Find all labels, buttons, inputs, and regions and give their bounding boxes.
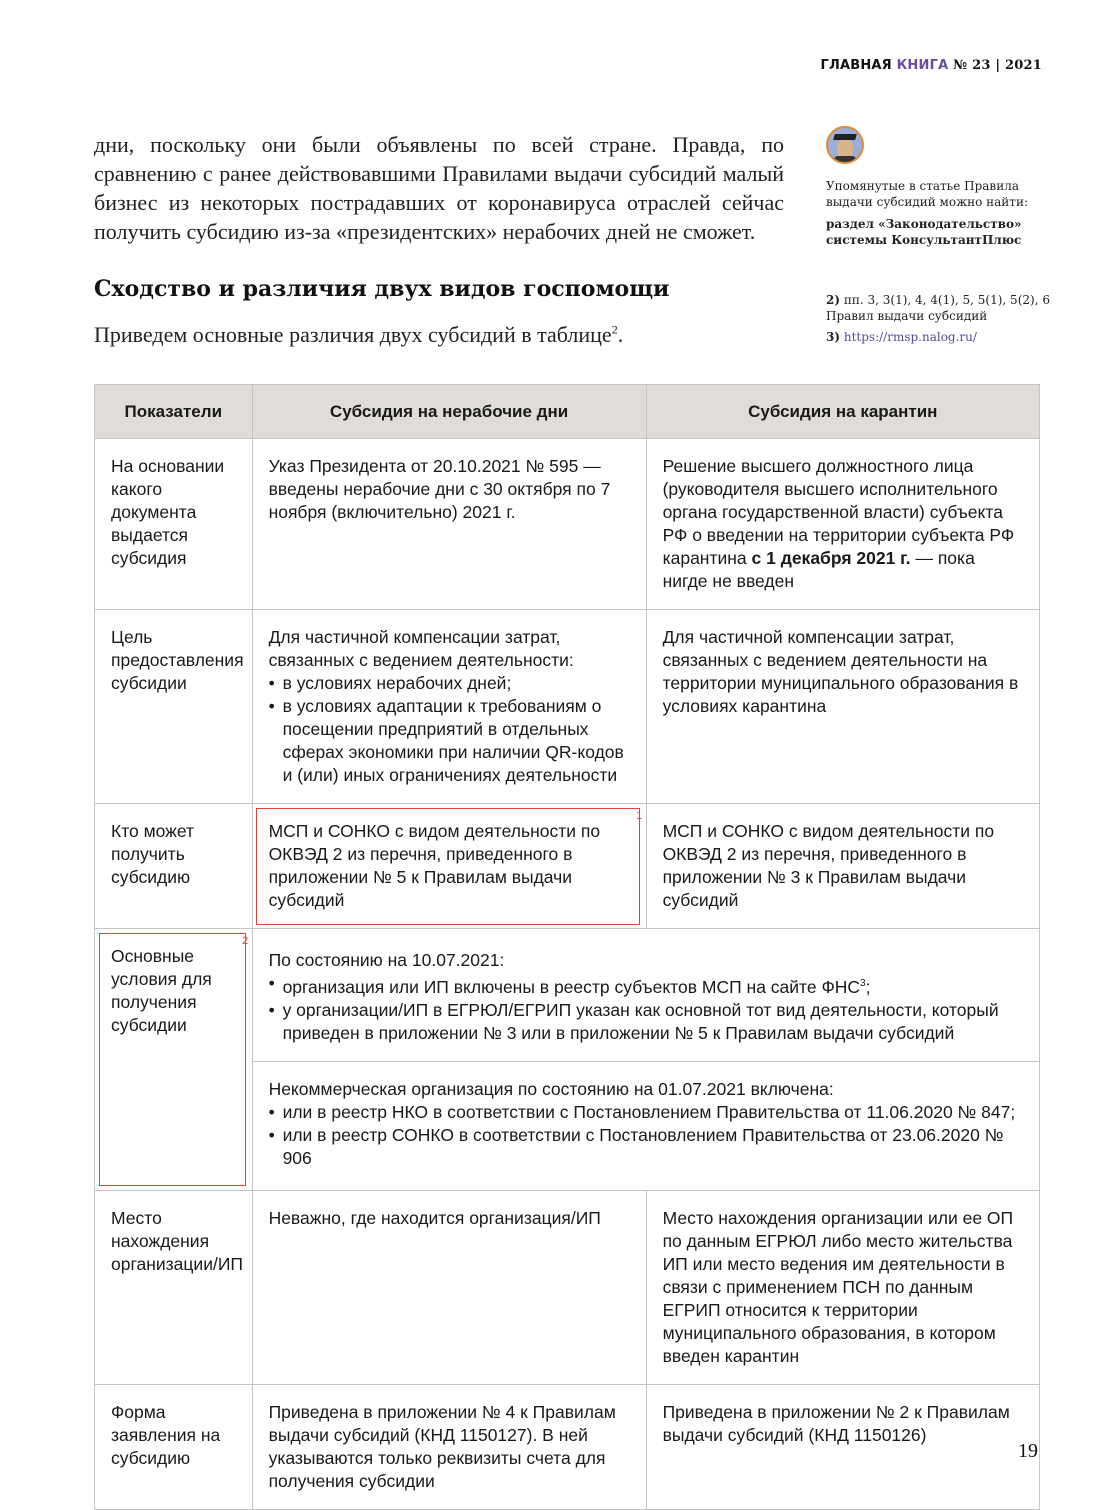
bullet-list [269, 972, 1023, 1045]
expert-avatar-icon [826, 126, 864, 164]
masthead [820, 58, 1042, 73]
sidebar-note-bold: раздел «Законодательство» системы КонсультантПлюс [826, 217, 1022, 247]
conditions-intro: По состоянию на 10.07.2021: [268, 950, 505, 970]
section-title: Сходство и различия двух видов госпомощи [94, 276, 670, 302]
brand-name-part2: КНИГА [896, 58, 949, 73]
table-header-row [95, 385, 1040, 439]
list-item: • или в реестр НКО в соответствии с Постановлением Правительства от 11.06.2020 № 847; [269, 1101, 1023, 1124]
column-header-indicators: Показатели [95, 385, 253, 439]
footnote-2 [826, 292, 1056, 324]
cell-quarantine: Приведена в приложении № 2 к Правилам выдачи субсидий (КНД 1150126) [646, 1384, 1039, 1509]
lead-paragraph-block [94, 130, 784, 246]
footnotes [826, 292, 1056, 345]
table-row [95, 439, 1040, 610]
list-item [269, 972, 1023, 999]
list-item: • в условиях адаптации к требованиям о посещении предприятий в отдельных сферах экономики при наличии QR-кодов и (или) иных ограничениях деятельности [269, 695, 630, 787]
sidebar-note: Упомянутые в статье Правила выдачи субсидий можно найти: [826, 179, 1028, 209]
cell-text: Решение высшего должностного лица (руководителя высшего исполнительного органа государственной власти) субъекта РФ о введении на территории субъекта РФ карантина [662, 456, 1015, 568]
table-row [95, 610, 1040, 804]
intro-text: Приведем основные различия двух субсидий в таблице [94, 322, 612, 347]
list-item-end: ; [865, 976, 871, 997]
highlight-label-1: 1 [636, 809, 643, 822]
cell-nonworking-days [252, 610, 646, 804]
cell-intro: Для частичной компенсации затрат, связанных с ведением деятельности: [268, 627, 574, 670]
footnote-number: 3) [826, 330, 841, 344]
table-row [95, 929, 1040, 1191]
conditions-part-2 [269, 1074, 1023, 1174]
cell-quarantine: Место нахождения организации или ее ОП по данным ЕГРЮЛ либо место жительства ИП или место ведения им деятельности в связи с применением ПСН по данным ЕГРИП относится к территории муниципального образования, в котором введен карантин [646, 1190, 1039, 1384]
bullet-list [269, 672, 630, 787]
column-header-nonworking-days: Субсидия на нерабочие дни [252, 385, 646, 439]
cell-quarantine: Для частичной компенсации затрат, связанных с ведением деятельности на территории муниципального образования в условиях карантина [646, 610, 1039, 804]
column-header-quarantine: Субсидия на карантин [646, 385, 1039, 439]
row-label: Кто может получить субсидию [95, 804, 253, 929]
highlight-label-2: 2 [242, 934, 249, 947]
row-label: На основании какого документа выдается субсидия [95, 439, 253, 610]
cell-nonworking-days-highlighted: МСП и СОНКО с видом деятельности по ОКВЭД 2 из перечня, приведенного в приложении № 5 к Правилам выдачи субсидий [252, 804, 646, 929]
page-number: 19 [1018, 1440, 1038, 1462]
section-intro [94, 322, 623, 348]
lead-paragraph: дни, поскольку они были объявлены по всей стране. Правда, по сравнению с ранее действовавшими Правилами выдачи субсидий малый бизнес из некоторых пострадавших от коронавируса отраслей сейчас получить субсидию из-за «президентских» нерабочих дней не сможет. [94, 132, 784, 244]
cell-nonworking-days: Указ Президента от 20.10.2021 № 595 — введены нерабочие дни с 30 октября по 7 ноября (включительно) 2021 г. [252, 439, 646, 610]
cell-quarantine: МСП и СОНКО с видом деятельности по ОКВЭД 2 из перечня, приведенного в приложении № 3 к Правилам выдачи субсидий [646, 804, 1039, 929]
comparison-table [94, 384, 1040, 1510]
issue-number: № 23 | 2021 [953, 58, 1042, 73]
bullet-list [269, 1101, 1023, 1170]
cell-bold-date: с 1 декабря 2021 г. [751, 548, 911, 568]
list-item: • у организации/ИП в ЕГРЮЛ/ЕГРИП указан как основной тот вид деятельности, который приведен в приложении № 3 или в приложении № 5 к Правилам выдачи субсидий [269, 999, 1023, 1045]
intro-end: . [617, 322, 624, 347]
list-item: • или в реестр СОНКО в соответствии с Постановлением Правительства от 23.06.2020 № 906 [269, 1124, 1023, 1170]
footnote-ref[interactable]: 2 [611, 322, 618, 337]
cell-text-tail: — пока нигде не введен [662, 548, 975, 591]
footnote-3 [826, 329, 1056, 345]
table-row [95, 804, 1040, 929]
footnote-link[interactable]: https://rmsp.nalog.ru/ [843, 330, 977, 344]
list-item-text: организация или ИП включены в реестр субъектов МСП на сайте ФНС [282, 976, 861, 997]
cell-common-conditions [252, 929, 1039, 1191]
row-label: Форма заявления на субсидию [95, 1384, 253, 1509]
footnote-text: пп. 3, 3(1), 4, 4(1), 5, 5(1), 5(2), 6 Правил выдачи субсидий [826, 293, 1050, 323]
cell-nonworking-days: Приведена в приложении № 4 к Правилам выдачи субсидий (КНД 1150127). В ней указываются только реквизиты счета для получения субсидии [252, 1384, 646, 1509]
cell-quarantine [646, 439, 1039, 610]
table-row [95, 1384, 1040, 1509]
divider [253, 1061, 1039, 1062]
conditions-intro: Некоммерческая организация по состоянию на 01.07.2021 включена: [268, 1078, 834, 1099]
footnote-ref[interactable]: 3 [860, 978, 866, 989]
brand-name-part1: ГЛАВНАЯ [820, 58, 892, 73]
row-label: Цель предоставления субсидии [95, 610, 253, 804]
cell-nonworking-days: Неважно, где находится организация/ИП [252, 1190, 646, 1384]
list-item: • в условиях нерабочих дней; [269, 672, 630, 695]
table-row [95, 1190, 1040, 1384]
sidebar [826, 126, 1056, 350]
footnote-number: 2) [826, 293, 841, 307]
row-label: Место нахождения организации/ИП [95, 1190, 253, 1384]
conditions-part-1 [269, 945, 1023, 1049]
row-label-highlighted: Основные условия для получения субсидии [95, 929, 253, 1191]
